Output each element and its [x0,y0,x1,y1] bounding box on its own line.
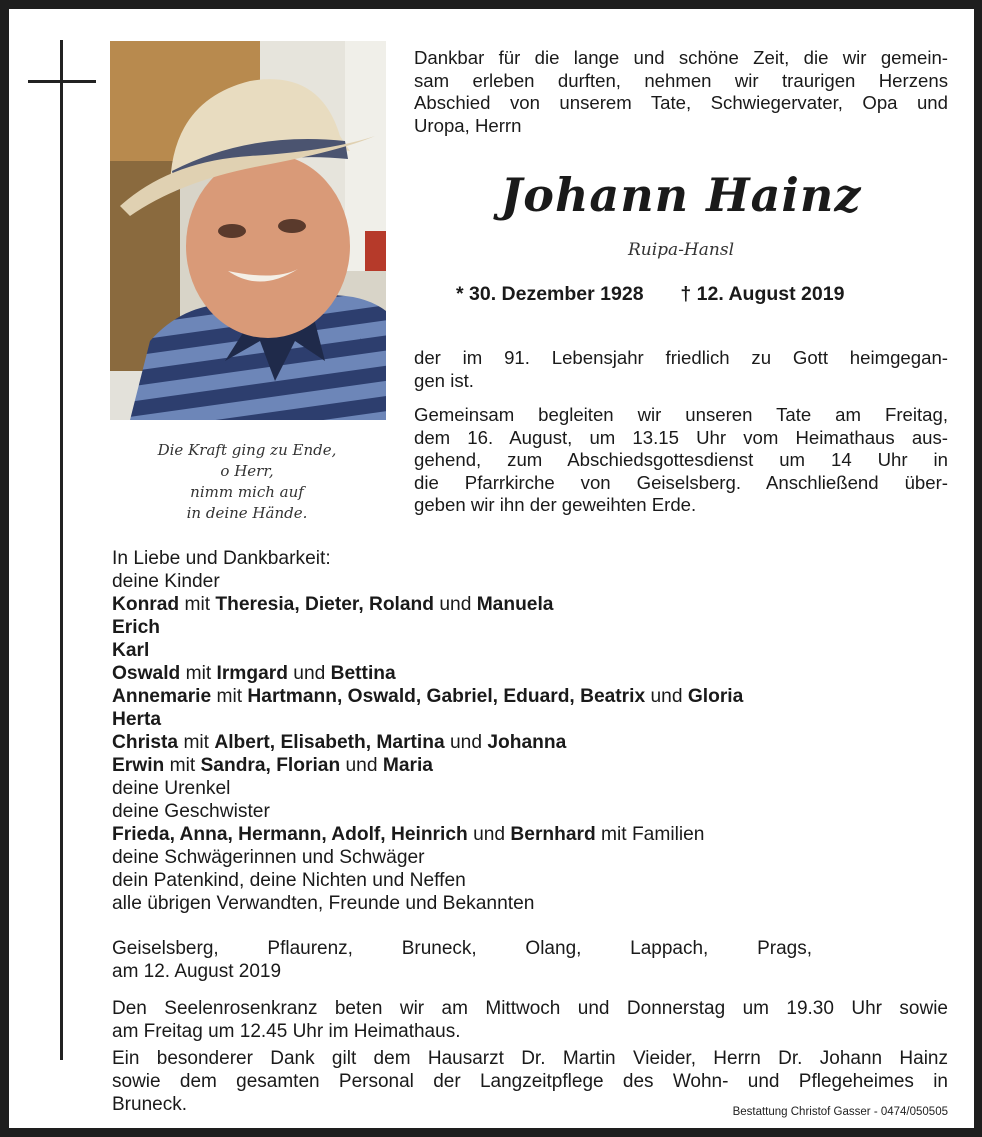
place-date-block [112,937,812,983]
thanks-line: Bruneck. [112,1094,187,1115]
deceased-name: Johann Hainz [500,168,862,222]
verse [112,440,382,524]
mourner-line-konrad: Konrad mit Theresia, Dieter, Roland und Manuela [112,594,554,615]
place-date: am 12. August 2019 [112,961,282,982]
passing-line: der im 91. Lebensjahr friedlich zu Gott heimgegan- [414,347,948,368]
thanks-line: sowie dem gesamten Personal der Langzeitpflege des Wohn- und Pflegeheimes in [112,1071,948,1092]
rosary-line: am Freitag um 12.45 Uhr im Heimathaus. [112,1021,461,1042]
mourner-line-christa: Christa mit Albert, Elisabeth, Martina und Johanna [112,732,567,753]
verse-line: nimm mich auf [190,483,304,501]
verse-line: in deine Hände. [186,504,308,522]
godchild-line: dein Patenkind, deine Nichten und Neffen [112,870,466,891]
funeral-line: gehend, zum Abschiedsgottesdienst um 14 Uhr in [414,449,948,471]
death-date: † 12. August 2019 [680,283,845,305]
intro-line: Abschied von unserem Tate, Schwiegervater, Opa und [414,92,948,114]
mourner-line-annemarie: Annemarie mit Hartmann, Oswald, Gabriel, Eduard, Beatrix und Gloria [112,686,744,707]
verse-line: o Herr, [220,462,274,480]
thanks-line: Ein besonderer Dank gilt dem Hausarzt Dr. Martin Vieider, Herrn Dr. Johann Hainz [112,1048,948,1069]
siblings-line: Frieda, Anna, Hermann, Adolf, Heinrich und Bernhard mit Familien [112,824,705,845]
nickname: Ruipa-Hansl [627,240,735,260]
mourner-line-herta: Herta [112,709,162,730]
intro-line: sam erleben durften, nehmen wir traurigen Herzens [414,69,948,91]
siblings-label: deine Geschwister [112,801,270,822]
intro-line: Uropa, Herrn [414,114,522,136]
mourners-list [112,547,743,915]
mourner-line-erwin: Erwin mit Sandra, Florian und Maria [112,755,433,776]
rosary-line: Den Seelenrosenkranz beten wir am Mittwoch und Donnerstag um 19.30 Uhr sowie [112,998,948,1019]
mourner-line-karl: Karl [112,640,150,661]
place-line: Geiselsberg, Pflaurenz, Bruneck, Olang, Lappach, Prags, [112,938,812,959]
others-line: alle übrigen Verwandten, Freunde und Bekannten [112,893,535,914]
funeral-line: geben wir ihn der geweihten Erde. [414,494,697,516]
portrait-photo [110,41,386,420]
mourners-heading: In Liebe und Dankbarkeit: [112,548,331,569]
children-label: deine Kinder [112,571,220,592]
funeral-line: dem 16. August, um 13.15 Uhr vom Heimathaus aus- [414,426,948,448]
life-dates [456,283,844,306]
inlaws-line: deine Schwägerinnen und Schwäger [112,847,425,868]
birth-date: * 30. Dezember 1928 [456,283,644,305]
funeral-line: die Pfarrkirche von Geiselsberg. Anschließend über- [414,471,948,493]
funeral-paragraph [414,404,948,517]
verse-line: Die Kraft ging zu Ende, [157,441,337,459]
passing-line: gen ist. [414,369,474,391]
funeral-line: Gemeinsam begleiten wir unseren Tate am Freitag, [414,404,948,425]
intro-line: Dankbar für die lange und schöne Zeit, die wir gemein- [414,47,948,68]
undertaker-credit: Bestattung Christof Gasser - 0474/050505 [732,1106,948,1118]
intro-paragraph [414,47,948,137]
passing-paragraph [414,347,948,392]
great-grandchildren-label: deine Urenkel [112,778,231,799]
mourner-line-erich: Erich [112,617,160,638]
rosary-paragraph [112,997,948,1043]
mourner-line-oswald: Oswald mit Irmgard und Bettina [112,663,396,684]
